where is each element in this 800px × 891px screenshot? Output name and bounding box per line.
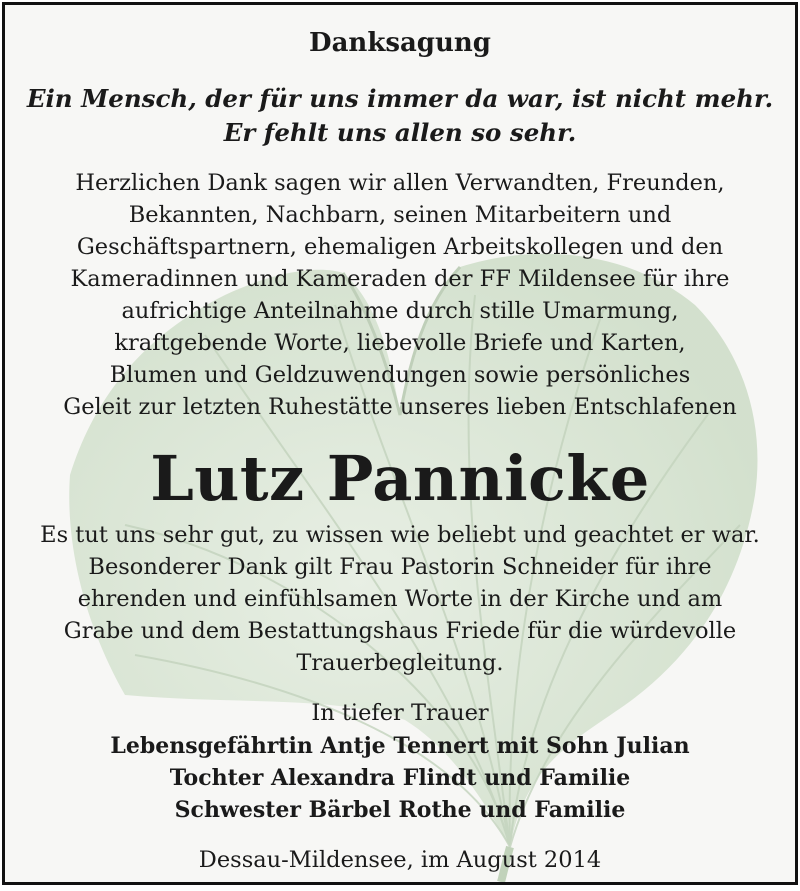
text-line: aufrichtige Anteilnahme durch stille Umarmung,	[121, 298, 679, 324]
text-line: Blumen und Geldzuwendungen sowie persönliches	[109, 362, 691, 388]
gratitude-paragraph	[5, 519, 795, 679]
thanks-paragraph	[5, 167, 795, 423]
text-line: kraftgebende Worte, liebevolle Briefe und Karten,	[114, 330, 686, 356]
family-signatures	[5, 730, 795, 826]
text-line: Bekannten, Nachbarn, seinen Mitarbeitern und	[128, 202, 672, 228]
text-line: Es tut uns sehr gut, zu wissen wie beliebt und geachtet er war.	[40, 522, 760, 548]
text-line: Grabe und dem Bestattungshaus Friede für die würdevolle	[63, 618, 737, 644]
motto-block	[5, 82, 795, 150]
motto-line: Ein Mensch, der für uns immer da war, ist nicht mehr.	[26, 84, 774, 113]
family-member: Lebensgefährtin Antje Tennert mit Sohn Julian	[110, 733, 690, 759]
motto-line: Er fehlt uns allen so sehr.	[223, 118, 577, 147]
text-line: Geschäftspartnern, ehemaligen Arbeitskollegen und den	[76, 234, 724, 260]
family-member: Schwester Bärbel Rothe und Familie	[174, 797, 626, 823]
text-line: Kameradinnen und Kameraden der FF Mildensee für ihre	[70, 266, 730, 292]
mourning-line: In tiefer Trauer	[311, 700, 489, 726]
deceased-name: Lutz Pannicke	[150, 442, 650, 515]
text-line: Herzlichen Dank sagen wir allen Verwandten, Freunden,	[75, 170, 725, 196]
obituary-notice	[2, 2, 798, 885]
text-line: ehrenden und einfühlsamen Worte in der Kirche und am	[77, 586, 723, 612]
text-line: Geleit zur letzten Ruhestätte unseres lieben Entschlafenen	[63, 394, 737, 420]
family-member: Tochter Alexandra Flindt und Familie	[169, 765, 631, 791]
place-and-date: Dessau-Mildensee, im August 2014	[198, 847, 602, 873]
text-line: Trauerbegleitung.	[296, 650, 504, 676]
text-line: Besonderer Dank gilt Frau Pastorin Schneider für ihre	[88, 554, 712, 580]
notice-heading: Danksagung	[309, 28, 491, 58]
